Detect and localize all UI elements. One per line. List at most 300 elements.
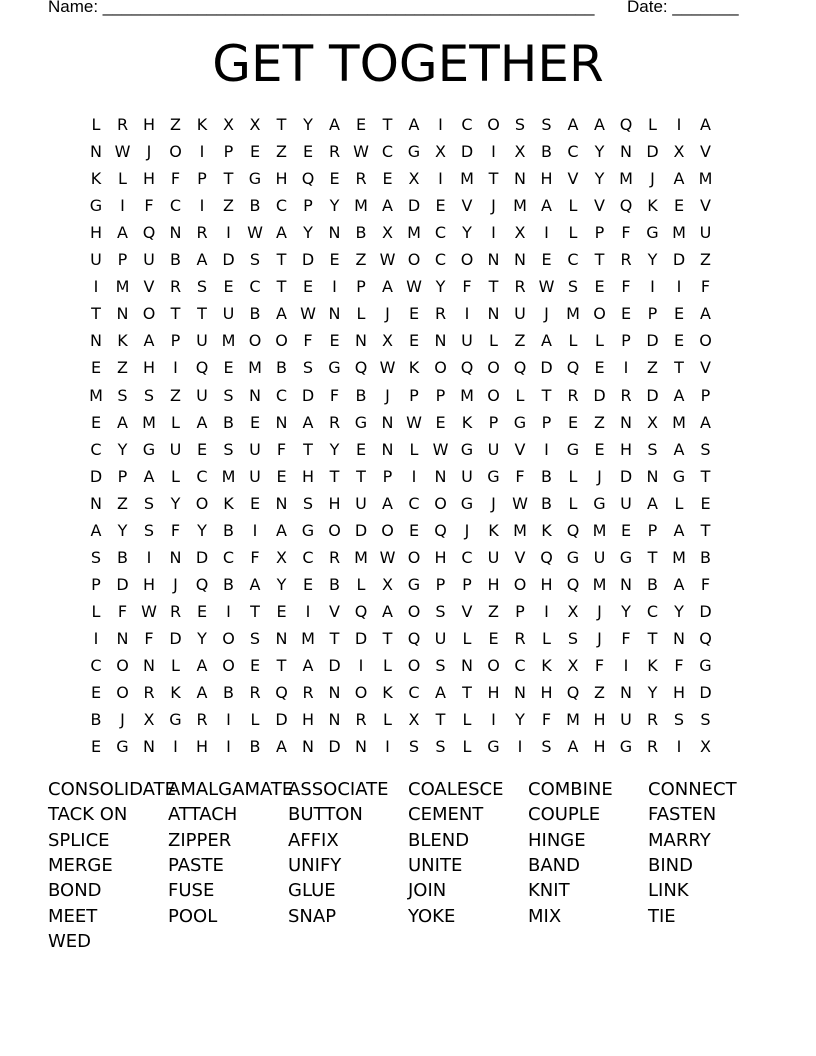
- grid-letter[interactable]: Q: [699, 628, 712, 648]
- grid-letter[interactable]: G: [248, 169, 262, 189]
- grid-letter[interactable]: L: [462, 737, 472, 757]
- grid-letter[interactable]: T: [674, 358, 684, 378]
- grid-letter[interactable]: G: [407, 142, 421, 162]
- grid-letter[interactable]: N: [169, 223, 182, 243]
- grid-letter[interactable]: R: [514, 628, 526, 648]
- grid-letter[interactable]: J: [597, 628, 602, 648]
- grid-letter[interactable]: L: [462, 710, 472, 730]
- grid-letter[interactable]: P: [488, 412, 499, 432]
- grid-letter[interactable]: N: [646, 466, 659, 486]
- grid-letter[interactable]: X: [408, 710, 420, 730]
- grid-letter[interactable]: F: [621, 628, 631, 648]
- grid-letter[interactable]: O: [487, 115, 500, 134]
- grid-letter[interactable]: S: [435, 737, 446, 757]
- grid-letter[interactable]: A: [196, 683, 208, 703]
- grid-letter[interactable]: H: [142, 358, 156, 378]
- grid-letter[interactable]: M: [513, 520, 527, 540]
- grid-letter[interactable]: P: [647, 304, 658, 324]
- grid-letter[interactable]: Q: [195, 574, 209, 594]
- grid-letter[interactable]: N: [514, 683, 526, 703]
- grid-letter[interactable]: U: [222, 304, 235, 324]
- grid-letter[interactable]: N: [328, 223, 341, 243]
- grid-letter[interactable]: U: [514, 304, 526, 324]
- grid-letter[interactable]: D: [328, 656, 341, 675]
- grid-letter[interactable]: T: [276, 277, 287, 297]
- grid-letter[interactable]: O: [487, 385, 500, 405]
- grid-letter[interactable]: B: [355, 223, 367, 243]
- grid-letter[interactable]: J: [385, 385, 390, 405]
- grid-letter[interactable]: Z: [594, 683, 605, 703]
- grid-letter[interactable]: L: [568, 493, 578, 513]
- grid-letter[interactable]: X: [223, 115, 234, 134]
- grid-letter[interactable]: M: [354, 196, 368, 216]
- grid-letter[interactable]: Y: [197, 520, 207, 540]
- grid-letter[interactable]: N: [275, 412, 288, 432]
- grid-letter[interactable]: J: [385, 304, 390, 324]
- grid-letter[interactable]: E: [276, 466, 287, 486]
- grid-letter[interactable]: H: [434, 547, 447, 567]
- grid-letter[interactable]: L: [383, 656, 392, 675]
- grid-letter[interactable]: K: [647, 656, 658, 675]
- grid-letter[interactable]: X: [276, 547, 287, 567]
- grid-letter[interactable]: W: [406, 277, 422, 297]
- grid-letter[interactable]: Q: [142, 223, 156, 243]
- grid-letter[interactable]: E: [223, 358, 234, 378]
- grid-letter[interactable]: Y: [674, 601, 684, 621]
- grid-letter[interactable]: K: [223, 493, 234, 513]
- grid-letter[interactable]: R: [646, 710, 659, 730]
- grid-letter[interactable]: I: [226, 223, 231, 243]
- grid-letter[interactable]: A: [90, 520, 102, 540]
- grid-letter[interactable]: S: [700, 710, 711, 730]
- grid-letter[interactable]: U: [699, 223, 712, 243]
- grid-letter[interactable]: Z: [488, 601, 499, 621]
- grid-letter[interactable]: Y: [462, 223, 472, 243]
- grid-letter[interactable]: B: [647, 574, 658, 594]
- grid-letter[interactable]: G: [89, 196, 103, 216]
- grid-letter[interactable]: Y: [303, 223, 313, 243]
- grid-letter[interactable]: V: [514, 439, 526, 459]
- grid-letter[interactable]: F: [144, 628, 154, 648]
- grid-letter[interactable]: P: [223, 142, 234, 162]
- grid-letter[interactable]: S: [435, 601, 446, 621]
- grid-letter[interactable]: C: [196, 466, 208, 486]
- grid-letter[interactable]: U: [461, 466, 473, 486]
- grid-letter[interactable]: X: [382, 331, 393, 351]
- grid-letter[interactable]: C: [169, 196, 182, 216]
- grid-letter[interactable]: Z: [117, 493, 128, 513]
- grid-letter[interactable]: I: [623, 656, 629, 675]
- grid-letter[interactable]: F: [621, 277, 631, 297]
- grid-letter[interactable]: R: [567, 385, 579, 405]
- grid-letter[interactable]: L: [674, 493, 684, 513]
- grid-letter[interactable]: A: [673, 439, 685, 459]
- grid-letter[interactable]: U: [196, 331, 208, 351]
- grid-letter[interactable]: Y: [117, 520, 128, 540]
- grid-letter[interactable]: N: [143, 656, 155, 675]
- grid-letter[interactable]: Q: [434, 520, 447, 540]
- grid-letter[interactable]: O: [169, 142, 182, 162]
- grid-letter[interactable]: O: [381, 520, 394, 540]
- grid-letter[interactable]: E: [329, 331, 340, 351]
- grid-letter[interactable]: G: [116, 737, 129, 757]
- grid-letter[interactable]: R: [196, 223, 208, 243]
- grid-letter[interactable]: U: [90, 250, 102, 270]
- grid-letter[interactable]: T: [647, 547, 658, 567]
- grid-letter[interactable]: E: [488, 628, 499, 648]
- grid-letter[interactable]: P: [170, 331, 181, 351]
- grid-letter[interactable]: P: [621, 331, 631, 351]
- grid-letter[interactable]: B: [355, 385, 367, 405]
- grid-letter[interactable]: D: [195, 547, 209, 567]
- grid-letter[interactable]: M: [354, 547, 368, 567]
- grid-letter[interactable]: O: [407, 547, 421, 567]
- grid-letter[interactable]: E: [90, 737, 102, 757]
- grid-letter[interactable]: E: [594, 358, 605, 378]
- grid-letter[interactable]: L: [595, 331, 604, 351]
- grid-letter[interactable]: G: [460, 439, 474, 459]
- grid-letter[interactable]: C: [408, 683, 420, 703]
- grid-letter[interactable]: T: [435, 710, 446, 730]
- grid-letter[interactable]: C: [302, 547, 314, 567]
- grid-letter[interactable]: D: [169, 628, 182, 648]
- grid-letter[interactable]: Y: [621, 601, 631, 621]
- grid-letter[interactable]: I: [173, 737, 178, 757]
- grid-letter[interactable]: Z: [170, 385, 181, 405]
- grid-letter[interactable]: K: [117, 331, 128, 351]
- grid-letter[interactable]: T: [488, 169, 499, 189]
- grid-letter[interactable]: D: [460, 142, 474, 162]
- grid-letter[interactable]: R: [328, 412, 341, 432]
- grid-letter[interactable]: E: [673, 331, 685, 351]
- grid-letter[interactable]: C: [408, 493, 420, 513]
- grid-letter[interactable]: L: [409, 439, 419, 459]
- grid-letter[interactable]: K: [90, 169, 102, 189]
- grid-letter[interactable]: P: [515, 601, 525, 621]
- grid-letter[interactable]: A: [276, 520, 287, 540]
- grid-letter[interactable]: I: [146, 547, 152, 567]
- grid-letter[interactable]: E: [249, 142, 261, 162]
- grid-letter[interactable]: Y: [303, 115, 313, 134]
- grid-letter[interactable]: A: [435, 683, 446, 703]
- grid-letter[interactable]: T: [329, 628, 340, 648]
- grid-letter[interactable]: E: [90, 683, 102, 703]
- grid-letter[interactable]: B: [90, 710, 102, 730]
- grid-letter[interactable]: B: [700, 547, 711, 567]
- grid-letter[interactable]: R: [328, 547, 341, 567]
- grid-letter[interactable]: Y: [435, 277, 446, 297]
- grid-letter[interactable]: D: [699, 683, 712, 703]
- grid-letter[interactable]: Q: [195, 358, 209, 378]
- grid-letter[interactable]: A: [382, 493, 393, 513]
- grid-letter[interactable]: U: [169, 439, 182, 459]
- grid-letter[interactable]: F: [144, 196, 154, 216]
- grid-letter[interactable]: I: [676, 277, 682, 297]
- grid-letter[interactable]: D: [699, 601, 712, 621]
- grid-letter[interactable]: F: [674, 656, 684, 675]
- grid-letter[interactable]: D: [222, 250, 235, 270]
- grid-letter[interactable]: C: [646, 601, 659, 621]
- grid-letter[interactable]: G: [487, 466, 500, 486]
- grid-letter[interactable]: W: [353, 142, 369, 162]
- grid-letter[interactable]: P: [462, 574, 472, 594]
- grid-letter[interactable]: E: [355, 439, 367, 459]
- grid-letter[interactable]: D: [116, 574, 129, 594]
- grid-letter[interactable]: N: [514, 250, 526, 270]
- grid-letter[interactable]: A: [647, 493, 658, 513]
- grid-letter[interactable]: T: [329, 466, 340, 486]
- grid-letter[interactable]: Z: [276, 142, 287, 162]
- grid-letter[interactable]: V: [514, 547, 526, 567]
- grid-letter[interactable]: A: [567, 115, 579, 134]
- grid-letter[interactable]: X: [249, 115, 261, 134]
- grid-letter[interactable]: F: [329, 385, 340, 405]
- grid-letter[interactable]: Z: [355, 250, 367, 270]
- grid-letter[interactable]: G: [301, 520, 315, 540]
- grid-letter[interactable]: O: [699, 331, 712, 351]
- grid-letter[interactable]: I: [438, 169, 443, 189]
- grid-letter[interactable]: Y: [647, 250, 658, 270]
- grid-letter[interactable]: Z: [117, 358, 128, 378]
- grid-letter[interactable]: Q: [354, 601, 368, 621]
- grid-letter[interactable]: D: [672, 250, 686, 270]
- grid-letter[interactable]: I: [385, 737, 390, 757]
- grid-letter[interactable]: U: [593, 547, 606, 567]
- grid-letter[interactable]: A: [673, 520, 685, 540]
- grid-letter[interactable]: I: [491, 710, 496, 730]
- grid-letter[interactable]: D: [593, 385, 606, 405]
- grid-letter[interactable]: C: [434, 223, 447, 243]
- grid-letter[interactable]: G: [142, 439, 156, 459]
- grid-letter[interactable]: P: [409, 385, 419, 405]
- grid-letter[interactable]: E: [673, 196, 685, 216]
- grid-letter[interactable]: R: [514, 277, 526, 297]
- grid-letter[interactable]: Q: [566, 520, 580, 540]
- grid-letter[interactable]: L: [171, 466, 180, 486]
- grid-letter[interactable]: H: [275, 169, 288, 189]
- grid-letter[interactable]: U: [461, 331, 473, 351]
- grid-letter[interactable]: M: [460, 169, 474, 189]
- grid-letter[interactable]: D: [328, 737, 341, 757]
- grid-letter[interactable]: I: [358, 656, 364, 675]
- grid-letter[interactable]: O: [248, 331, 262, 351]
- grid-letter[interactable]: I: [226, 601, 231, 621]
- grid-letter[interactable]: M: [248, 358, 262, 378]
- grid-letter[interactable]: I: [93, 628, 99, 648]
- grid-letter[interactable]: A: [276, 737, 287, 757]
- grid-letter[interactable]: I: [491, 142, 496, 162]
- grid-letter[interactable]: V: [461, 196, 473, 216]
- grid-letter[interactable]: L: [91, 115, 101, 134]
- grid-letter[interactable]: Y: [594, 169, 605, 189]
- grid-letter[interactable]: A: [382, 196, 393, 216]
- grid-letter[interactable]: K: [461, 412, 473, 432]
- grid-letter[interactable]: K: [382, 683, 393, 703]
- grid-letter[interactable]: F: [700, 277, 711, 297]
- grid-letter[interactable]: A: [673, 385, 685, 405]
- grid-letter[interactable]: L: [568, 331, 578, 351]
- grid-letter[interactable]: M: [142, 412, 156, 432]
- grid-letter[interactable]: A: [276, 223, 287, 243]
- grid-letter[interactable]: T: [647, 628, 658, 648]
- grid-letter[interactable]: G: [646, 223, 659, 243]
- grid-letter[interactable]: N: [328, 710, 341, 730]
- grid-letter[interactable]: A: [196, 656, 208, 675]
- grid-letter[interactable]: A: [382, 601, 393, 621]
- grid-letter[interactable]: V: [329, 601, 340, 621]
- grid-letter[interactable]: I: [676, 115, 682, 134]
- grid-letter[interactable]: P: [435, 574, 446, 594]
- grid-letter[interactable]: T: [223, 169, 234, 189]
- grid-letter[interactable]: E: [329, 250, 340, 270]
- grid-letter[interactable]: L: [356, 304, 366, 324]
- grid-letter[interactable]: V: [700, 142, 711, 162]
- grid-letter[interactable]: E: [223, 277, 234, 297]
- grid-letter[interactable]: D: [354, 628, 368, 648]
- grid-letter[interactable]: R: [302, 683, 314, 703]
- grid-letter[interactable]: B: [541, 466, 552, 486]
- grid-letter[interactable]: S: [647, 439, 658, 459]
- grid-letter[interactable]: K: [408, 358, 420, 378]
- grid-letter[interactable]: J: [491, 196, 496, 216]
- grid-letter[interactable]: L: [568, 466, 578, 486]
- grid-letter[interactable]: I: [650, 277, 655, 297]
- grid-letter[interactable]: T: [276, 115, 287, 134]
- grid-letter[interactable]: L: [568, 196, 578, 216]
- grid-letter[interactable]: T: [541, 385, 552, 405]
- grid-letter[interactable]: E: [196, 439, 208, 459]
- grid-letter[interactable]: O: [434, 493, 447, 513]
- grid-letter[interactable]: O: [195, 493, 209, 513]
- grid-letter[interactable]: D: [407, 196, 421, 216]
- grid-letter[interactable]: C: [567, 250, 579, 270]
- grid-letter[interactable]: N: [673, 628, 685, 648]
- grid-letter[interactable]: Q: [407, 628, 421, 648]
- grid-letter[interactable]: E: [594, 277, 605, 297]
- grid-letter[interactable]: O: [513, 574, 527, 594]
- grid-letter[interactable]: L: [515, 385, 525, 405]
- grid-letter[interactable]: H: [142, 115, 156, 134]
- grid-letter[interactable]: H: [487, 683, 500, 703]
- grid-letter[interactable]: U: [143, 250, 155, 270]
- grid-letter[interactable]: Y: [117, 439, 128, 459]
- grid-letter[interactable]: J: [544, 304, 549, 324]
- grid-letter[interactable]: N: [275, 493, 288, 513]
- grid-letter[interactable]: O: [487, 358, 500, 378]
- grid-letter[interactable]: F: [621, 223, 631, 243]
- grid-letter[interactable]: I: [199, 196, 205, 216]
- grid-letter[interactable]: N: [620, 142, 632, 162]
- grid-letter[interactable]: G: [566, 547, 580, 567]
- grid-letter[interactable]: T: [276, 656, 287, 675]
- grid-letter[interactable]: V: [567, 169, 579, 189]
- grid-letter[interactable]: V: [594, 196, 605, 216]
- grid-letter[interactable]: A: [700, 304, 711, 324]
- grid-letter[interactable]: E: [249, 412, 261, 432]
- grid-letter[interactable]: S: [117, 385, 128, 405]
- grid-letter[interactable]: G: [619, 547, 633, 567]
- grid-letter[interactable]: N: [461, 656, 473, 675]
- grid-letter[interactable]: N: [620, 574, 632, 594]
- grid-letter[interactable]: Y: [647, 683, 658, 703]
- grid-letter[interactable]: O: [407, 601, 421, 621]
- grid-letter[interactable]: Y: [515, 710, 525, 730]
- grid-letter[interactable]: C: [381, 142, 394, 162]
- grid-letter[interactable]: O: [222, 628, 235, 648]
- grid-letter[interactable]: M: [619, 169, 633, 189]
- grid-letter[interactable]: K: [488, 520, 499, 540]
- grid-letter[interactable]: L: [462, 628, 472, 648]
- grid-letter[interactable]: I: [544, 601, 549, 621]
- grid-letter[interactable]: E: [408, 331, 420, 351]
- grid-letter[interactable]: A: [541, 331, 552, 351]
- grid-letter[interactable]: I: [438, 115, 443, 134]
- grid-letter[interactable]: N: [169, 547, 182, 567]
- grid-letter[interactable]: U: [620, 493, 632, 513]
- grid-letter[interactable]: J: [650, 169, 655, 189]
- grid-letter[interactable]: D: [89, 466, 103, 486]
- grid-letter[interactable]: A: [700, 412, 711, 432]
- grid-letter[interactable]: H: [487, 574, 500, 594]
- grid-letter[interactable]: N: [328, 304, 341, 324]
- grid-letter[interactable]: V: [461, 601, 473, 621]
- grid-letter[interactable]: Q: [619, 196, 633, 216]
- grid-letter[interactable]: E: [276, 601, 287, 621]
- grid-letter[interactable]: A: [196, 412, 208, 432]
- grid-letter[interactable]: J: [597, 601, 602, 621]
- grid-letter[interactable]: F: [170, 520, 181, 540]
- grid-letter[interactable]: S: [567, 628, 579, 648]
- grid-letter[interactable]: T: [91, 304, 101, 324]
- grid-letter[interactable]: I: [623, 358, 629, 378]
- grid-letter[interactable]: S: [541, 115, 552, 134]
- grid-letter[interactable]: G: [407, 574, 421, 594]
- grid-letter[interactable]: S: [90, 547, 102, 567]
- grid-letter[interactable]: A: [567, 737, 579, 757]
- grid-letter[interactable]: T: [276, 250, 287, 270]
- grid-letter[interactable]: A: [196, 250, 208, 270]
- grid-letter[interactable]: A: [673, 169, 685, 189]
- grid-letter[interactable]: E: [673, 304, 685, 324]
- grid-letter[interactable]: P: [356, 277, 366, 297]
- grid-letter[interactable]: X: [673, 142, 685, 162]
- grid-letter[interactable]: L: [383, 710, 392, 730]
- grid-letter[interactable]: A: [541, 196, 552, 216]
- grid-letter[interactable]: B: [541, 493, 552, 513]
- grid-letter[interactable]: I: [173, 358, 178, 378]
- grid-letter[interactable]: C: [461, 115, 473, 134]
- grid-letter[interactable]: N: [355, 331, 367, 351]
- grid-letter[interactable]: V: [143, 277, 155, 297]
- grid-letter[interactable]: W: [300, 304, 316, 324]
- grid-letter[interactable]: A: [329, 115, 340, 134]
- grid-letter[interactable]: E: [329, 169, 340, 189]
- grid-letter[interactable]: X: [382, 574, 393, 594]
- grid-letter[interactable]: N: [116, 628, 129, 648]
- grid-letter[interactable]: M: [566, 304, 580, 324]
- grid-letter[interactable]: D: [646, 331, 659, 351]
- grid-letter[interactable]: G: [699, 656, 712, 675]
- grid-letter[interactable]: U: [196, 385, 208, 405]
- grid-letter[interactable]: G: [354, 412, 368, 432]
- grid-letter[interactable]: C: [90, 656, 102, 675]
- grid-letter[interactable]: F: [541, 710, 552, 730]
- grid-letter[interactable]: P: [117, 466, 128, 486]
- grid-letter[interactable]: K: [196, 115, 208, 134]
- grid-letter[interactable]: X: [514, 223, 526, 243]
- grid-letter[interactable]: Z: [647, 358, 658, 378]
- grid-letter[interactable]: B: [541, 142, 552, 162]
